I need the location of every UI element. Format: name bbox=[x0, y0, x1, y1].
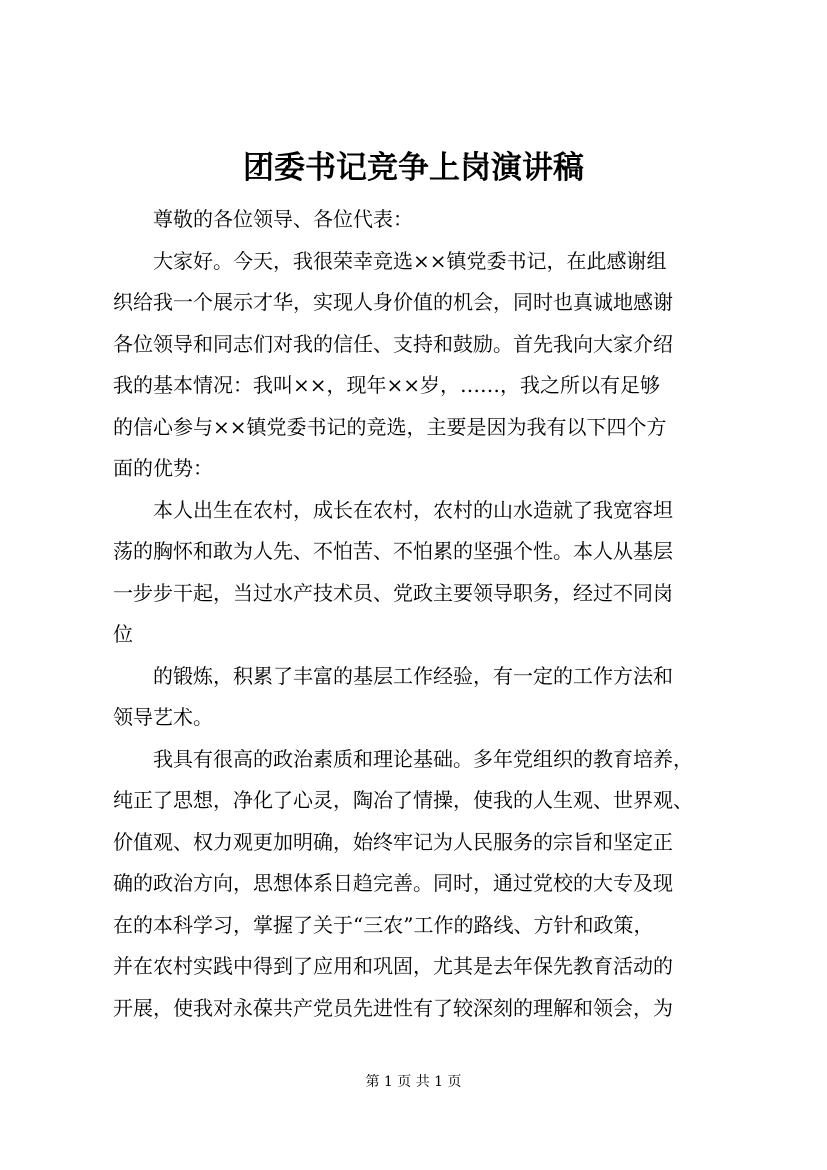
body-line: 一步步干起，当过水产技术员、党政主要领导职务，经过不同岗 bbox=[113, 580, 673, 605]
body-line: 本人出生在农村，成长在农村，农村的山水造就了我宽容坦 bbox=[113, 497, 673, 522]
body-line: 确的政治方向，思想体系日趋完善。同时，通过党校的大专及现 bbox=[113, 871, 673, 895]
body-line: 我具有很高的政治素质和理论基础。多年党组织的教育培养， bbox=[113, 746, 693, 771]
body-line: 的信心参与××镇党委书记的竞选，主要是因为我有以下四个方 bbox=[113, 414, 667, 439]
body-line: 面的优势： bbox=[113, 456, 213, 480]
body-line: 在的本科学习，掌握了关于“三农”工作的路线、方针和政策， bbox=[113, 912, 654, 937]
body-line: 荡的胸怀和敢为人先、不怕苦、不怕累的坚强个性。本人从基层 bbox=[113, 539, 673, 563]
body-line: 并在农村实践中得到了应用和巩固，尤其是去年保先教育活动的 bbox=[113, 954, 673, 978]
body-line: 我的基本情况：我叫××，现年××岁，……，我之所以有足够 bbox=[113, 373, 661, 397]
body-line: 各位领导和同志们对我的信任、支持和鼓励。首先我向大家介绍 bbox=[113, 331, 673, 356]
document-body bbox=[113, 199, 733, 1029]
body-line: 大家好。今天，我很荣幸竞选××镇党委书记，在此感谢组 bbox=[113, 248, 667, 273]
body-line: 领导艺术。 bbox=[113, 705, 213, 729]
body-line: 纯正了思想，净化了心灵，陶冶了情操，使我的人生观、世界观、 bbox=[113, 788, 693, 812]
body-line: 尊敬的各位领导、各位代表： bbox=[113, 207, 413, 231]
page-footer: 第 1 页 共 1 页 bbox=[365, 1074, 462, 1090]
body-line: 位 bbox=[113, 622, 133, 646]
body-line: 开展，使我对永葆共产党员先进性有了较深刻的理解和领会，为 bbox=[113, 995, 673, 1020]
document-title: 团委书记竞争上岗演讲稿 bbox=[243, 150, 584, 186]
body-line: 的锻炼，积累了丰富的基层工作经验，有一定的工作方法和 bbox=[113, 663, 673, 688]
body-line: 价值观、权力观更加明确，始终牢记为人民服务的宗旨和坚定正 bbox=[113, 829, 673, 854]
body-line: 织给我一个展示才华，实现人身价值的机会，同时也真诚地感谢 bbox=[113, 290, 673, 314]
